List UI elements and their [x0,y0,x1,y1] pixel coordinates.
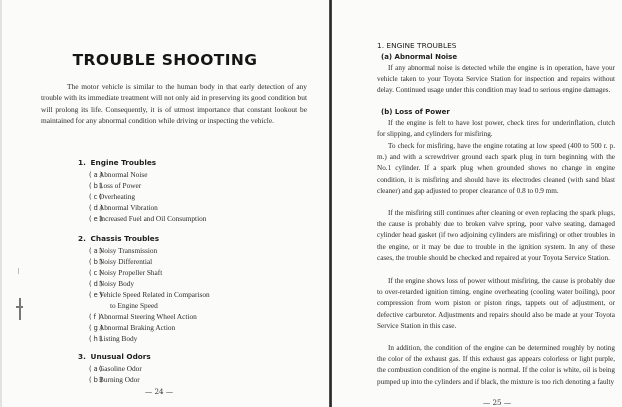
page-number: — 24 — [145,387,174,396]
list-item: ( e )Vehicle Speed Related in Comparison [89,290,210,299]
paragraph: In addition, the condition of the engine can be determined roughly by noting the color of the exhaust gas. If this exhaust gas appears colorless or light purple, the combustion condition of the engine is normal. If the color is white, oil is being pumped up into the cylinders and if black, the mixture is too rich denoting a faulty [377,344,615,386]
right-page [331,0,622,407]
subsection-heading: (a) Abnormal Noise [381,53,458,61]
list-item: ( f )Abnormal Steering Wheel Action [89,312,197,321]
list-item: ( c )Noisy Propeller Shaft [89,268,163,277]
scan-mark [19,298,21,320]
list-item: ( d )Abnormal Vibration [89,203,158,212]
list-item: ( d )Noisy Body [89,279,135,288]
intro-paragraph: The motor vehicle is similar to the human body in that early detection of any trouble with its immediate treatment will not only aid in preserving its good condition but will prolong its life. Consequently, it is of utmost importance that constant lookout be maintained for any abnormal condition while driving or inspecting the vehicle. [41,82,307,126]
paragraph: If the misfiring still continues after cleaning or even replacing the spark plugs, the cause is probably due to broken valve spring, poor valve seating, damaged cylinder head gasket (if two adjoining cylinders are misfiring) or other troubles in the engine, or it may be due to trouble in the ignition system. In any of these cases, the trouble should be checked and repaired at your Toyota Service Station. [377,209,615,262]
list-item: ( b )Loss of Power [89,181,142,190]
list-item-continuation: to Engine Speed [110,301,158,310]
list-item: ( a )Gasoline Odor [89,364,142,373]
paragraph: If any abnormal noise is detected while the engine is in operation, have your vehicle taken to your Toyota Service Station for inspection and repairs without delay. Continued usage under this condition may lead to serious engine damages. [377,64,615,95]
toc-section-heading [78,351,318,363]
toc-section-chassis [78,233,318,344]
toc-section-heading [78,157,318,169]
section-title: Unusual Odors [90,352,151,361]
list-item: ( c )Overheating [89,192,136,201]
toc-section-odors [78,351,318,385]
scan-mark [16,306,23,308]
list-item: ( a )Abnormal Noise [89,170,148,179]
list-item: ( b )Burning Odor [89,375,140,384]
paragraph: If the engine is felt to have lost power, check tires for underinflation, clutch for slipping, and cylinders for misfiring. [377,119,615,139]
paragraph: To check for misfiring, have the engine rotating at low speed (400 to 500 r. p. m.) and with a screwdriver ground each spark plug in turn beginning with the No.1 cylinder. If a spark plug when grounded shows no change in engine condition, it is misfiring and should have its electrodes cleaned (with sand blast cleaner) and gap adjusted to proper clearance of 0.8 to 0.9 mm. [377,142,615,195]
scan-mark [18,268,19,274]
section-title: Engine Troubles [90,158,157,167]
paragraph: If the engine shows loss of power without misfiring, the cause is probably due to over-retarded ignition timing, engine overheating (cooling water boiling), poor compression from worn piston or piston rings, tappets out of adjustment, or defective carburetor. Adjustments and repairs should also be made at your Toyota Service Station in this case. [377,277,615,330]
list-item: ( e )Increased Fuel and Oil Consumption [89,214,207,223]
section-number: 2. [78,234,86,243]
list-item: ( h )Listing Body [89,334,138,343]
page-title: TROUBLE SHOOTING [72,51,258,69]
page-number: — 25 — [483,398,512,407]
section-heading: 1. ENGINE TROUBLES [377,41,457,50]
list-item: ( g )Abnormal Braking Action [89,323,176,332]
toc-section-heading [78,233,318,245]
list-item: ( a )Noisy Transmission [89,246,158,255]
section-title: Chassis Troubles [90,234,160,243]
toc-section-engine [78,157,318,224]
section-number: 3. [78,352,86,361]
list-item: ( b )Noisy Differential [89,257,153,266]
subsection-heading: (b) Loss of Power [381,108,450,116]
section-number: 1. [78,158,86,167]
